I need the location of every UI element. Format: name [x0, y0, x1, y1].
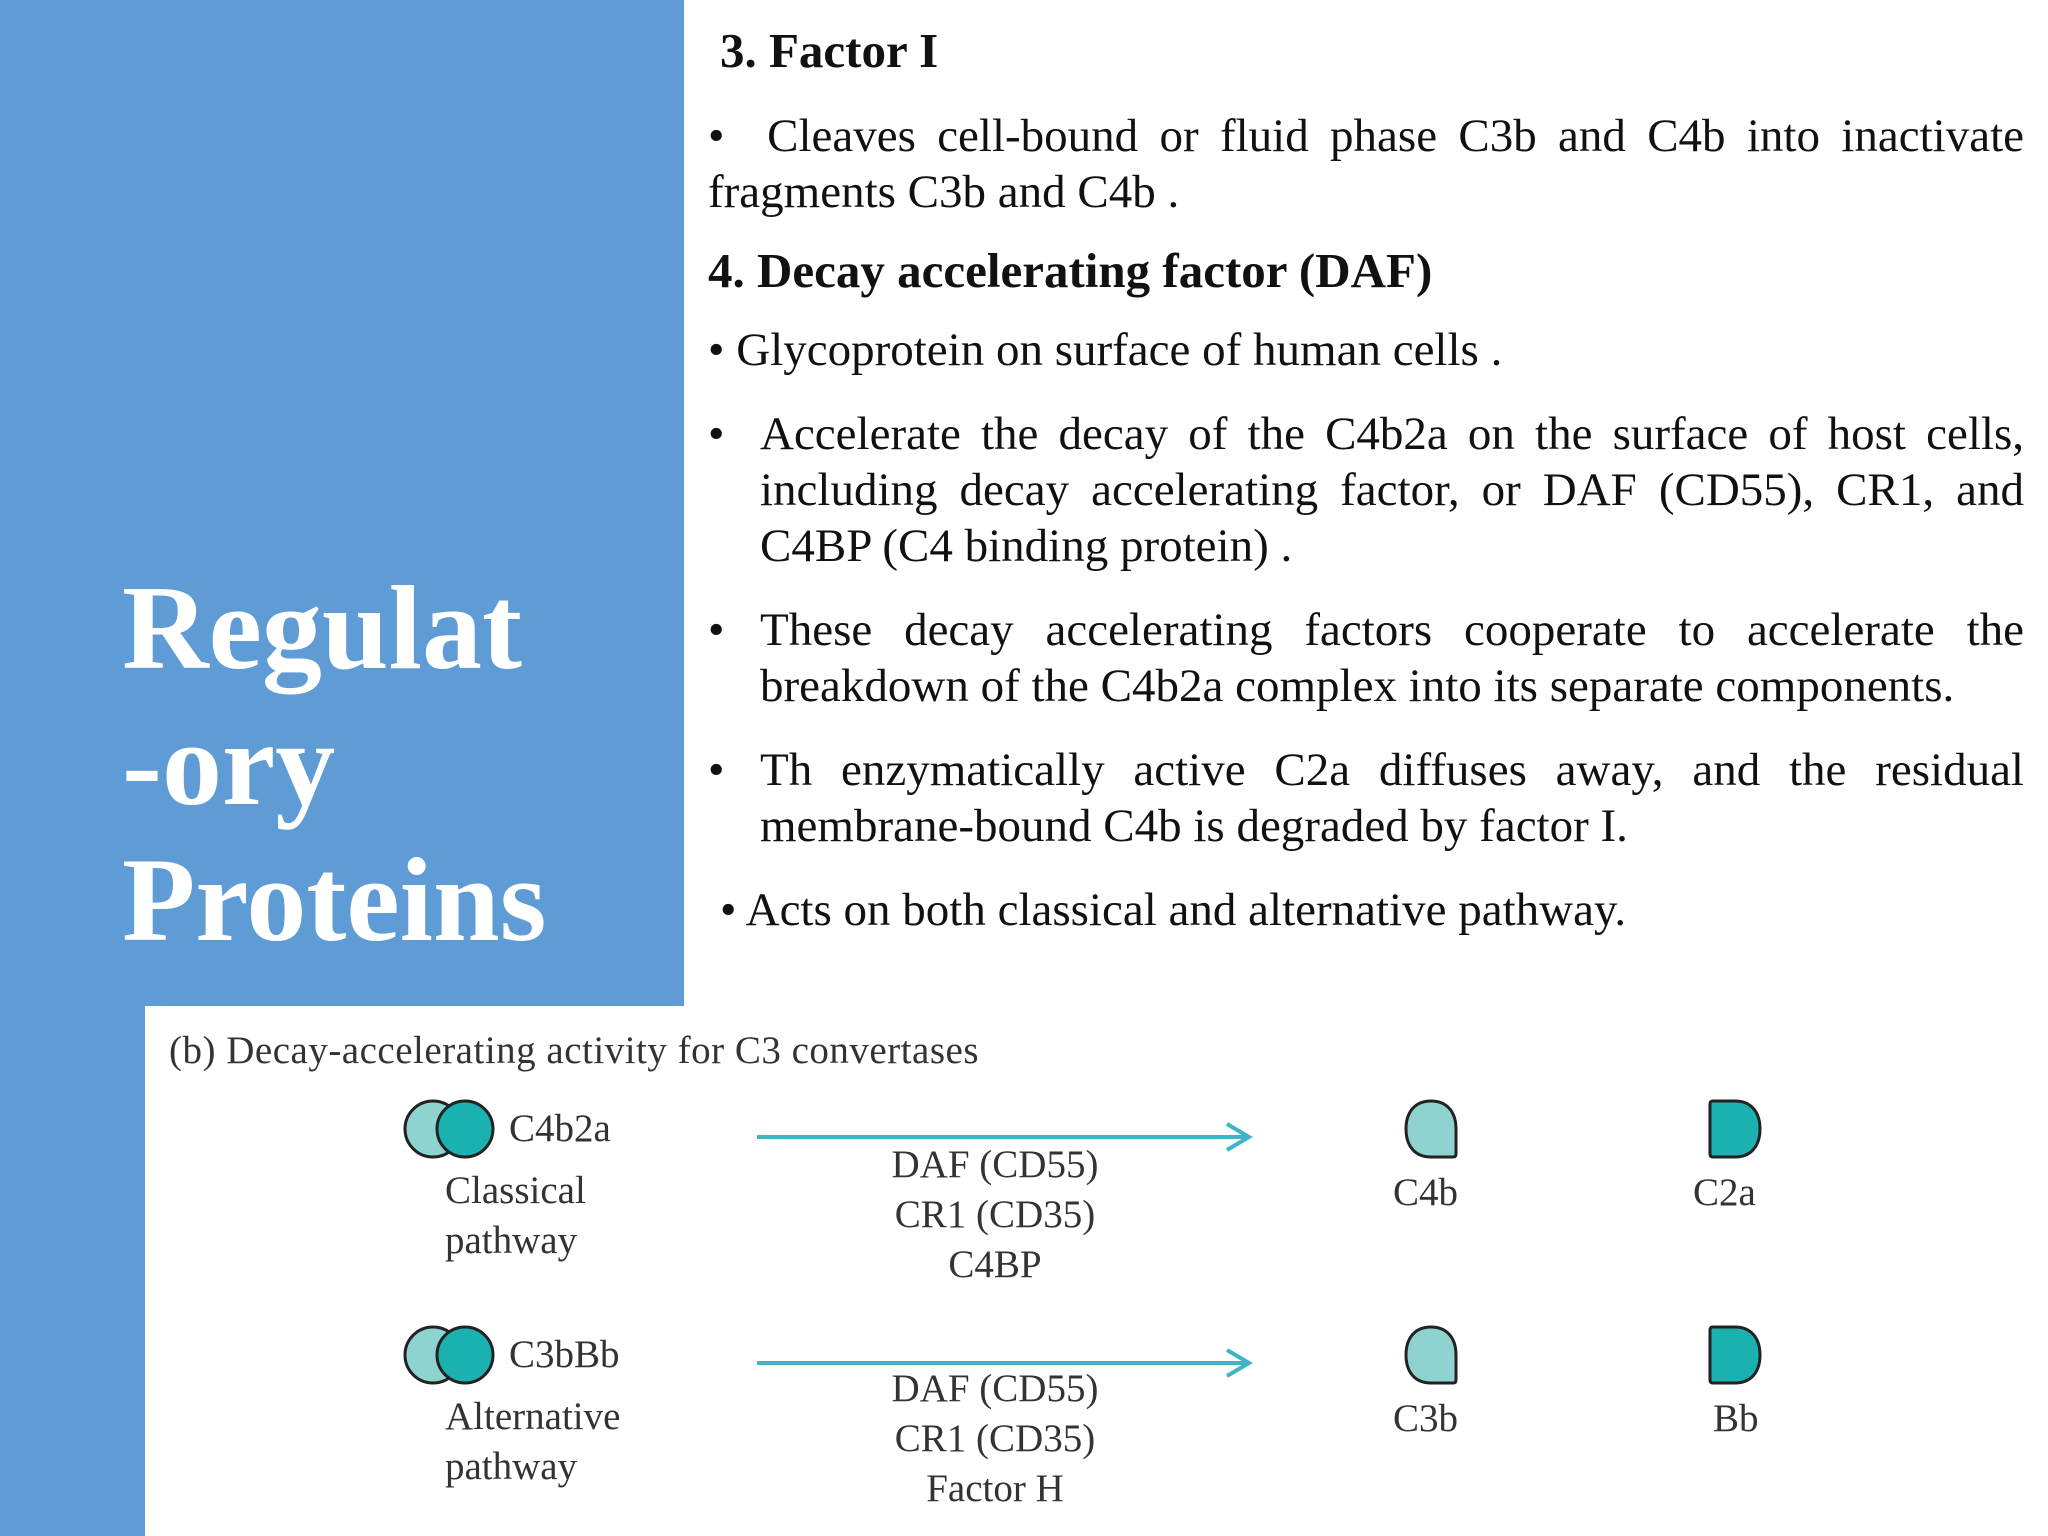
bullet-dot: • [708, 324, 737, 376]
daf-bullet-1-text: Glycoprotein on surface of human cells . [736, 324, 1503, 376]
bullet-dot: • [708, 408, 725, 460]
bullet-dot: • [720, 884, 746, 936]
c3b-label: C3b [1393, 1397, 1459, 1440]
daf-bullet-3-text: These decay accelerating factors cooperate to accelerate the breakdown of the C4b2a complex into its separate components. [760, 604, 2024, 712]
factor-i-bullet [708, 108, 2024, 220]
daf-heading: 4. Decay accelerating factor (DAF) [708, 243, 1433, 298]
c3bbb-complex-icon [401, 1324, 501, 1386]
daf-bullet-2 [708, 406, 2024, 574]
bb-label: Bb [1713, 1397, 1759, 1440]
figure-caption: (b) Decay-accelerating activity for C3 convertases [169, 1029, 980, 1072]
alternative-pathway-label-2: pathway [445, 1445, 578, 1488]
regulator-daf: DAF (CD55) [891, 1143, 1099, 1186]
c4b2a-label: C4b2a [509, 1107, 611, 1150]
regulator-factor-h: Factor H [926, 1467, 1064, 1510]
daf-bullet-3 [708, 602, 2024, 714]
daf-bullet-5-text: Acts on both classical and alternative pathway. [745, 884, 1627, 936]
regulator-c4bp: C4BP [948, 1243, 1042, 1286]
decay-accelerating-figure [145, 1006, 2048, 1536]
c4b2a-complex-icon [401, 1098, 501, 1160]
alternative-pathway-label-1: Alternative [445, 1395, 621, 1438]
c4b-fragment-icon [1403, 1098, 1459, 1160]
daf-bullet-5 [708, 882, 2024, 938]
regulator-cr1: CR1 (CD35) [894, 1193, 1096, 1236]
c2a-label: C2a [1693, 1171, 1756, 1214]
c3bbb-label: C3bBb [509, 1333, 620, 1376]
c2a-fragment-icon [1707, 1098, 1763, 1160]
slide-content [708, 22, 2024, 938]
classical-pathway-label-2: pathway [445, 1219, 578, 1262]
regulator-daf: DAF (CD55) [891, 1367, 1099, 1410]
c4b-label: C4b [1393, 1171, 1459, 1214]
classical-pathway-label-1: Classical [445, 1169, 586, 1212]
c3b-fragment-icon [1403, 1324, 1459, 1386]
factor-i-heading: 3. Factor I [720, 23, 939, 78]
bullet-dot: • [708, 744, 725, 796]
daf-bullet-1 [708, 322, 2024, 378]
title-line-1: Regulat [122, 561, 522, 694]
daf-bullet-4 [708, 742, 2024, 854]
regulator-cr1: CR1 (CD35) [894, 1417, 1096, 1460]
bullet-dot: • [708, 110, 768, 162]
factor-i-bullet-text: Cleaves cell-bound or fluid phase C3b and C4b into inactivate fragments C3b and C4b . [708, 110, 2024, 218]
bb-fragment-icon [1707, 1324, 1763, 1386]
daf-bullet-2-text: Accelerate the decay of the C4b2a on the surface of host cells, including decay accelerating factor, or DAF (CD55), CR1, and C4BP (C4 binding protein) . [760, 408, 2024, 572]
slide-title [122, 560, 546, 968]
daf-bullet-4-text: Th enzymatically active C2a diffuses away, and the residual membrane-bound C4b is degraded by factor I. [760, 744, 2024, 852]
title-line-3: Proteins [122, 833, 547, 966]
title-line-2: -ory [122, 697, 336, 830]
bullet-dot: • [708, 604, 725, 656]
